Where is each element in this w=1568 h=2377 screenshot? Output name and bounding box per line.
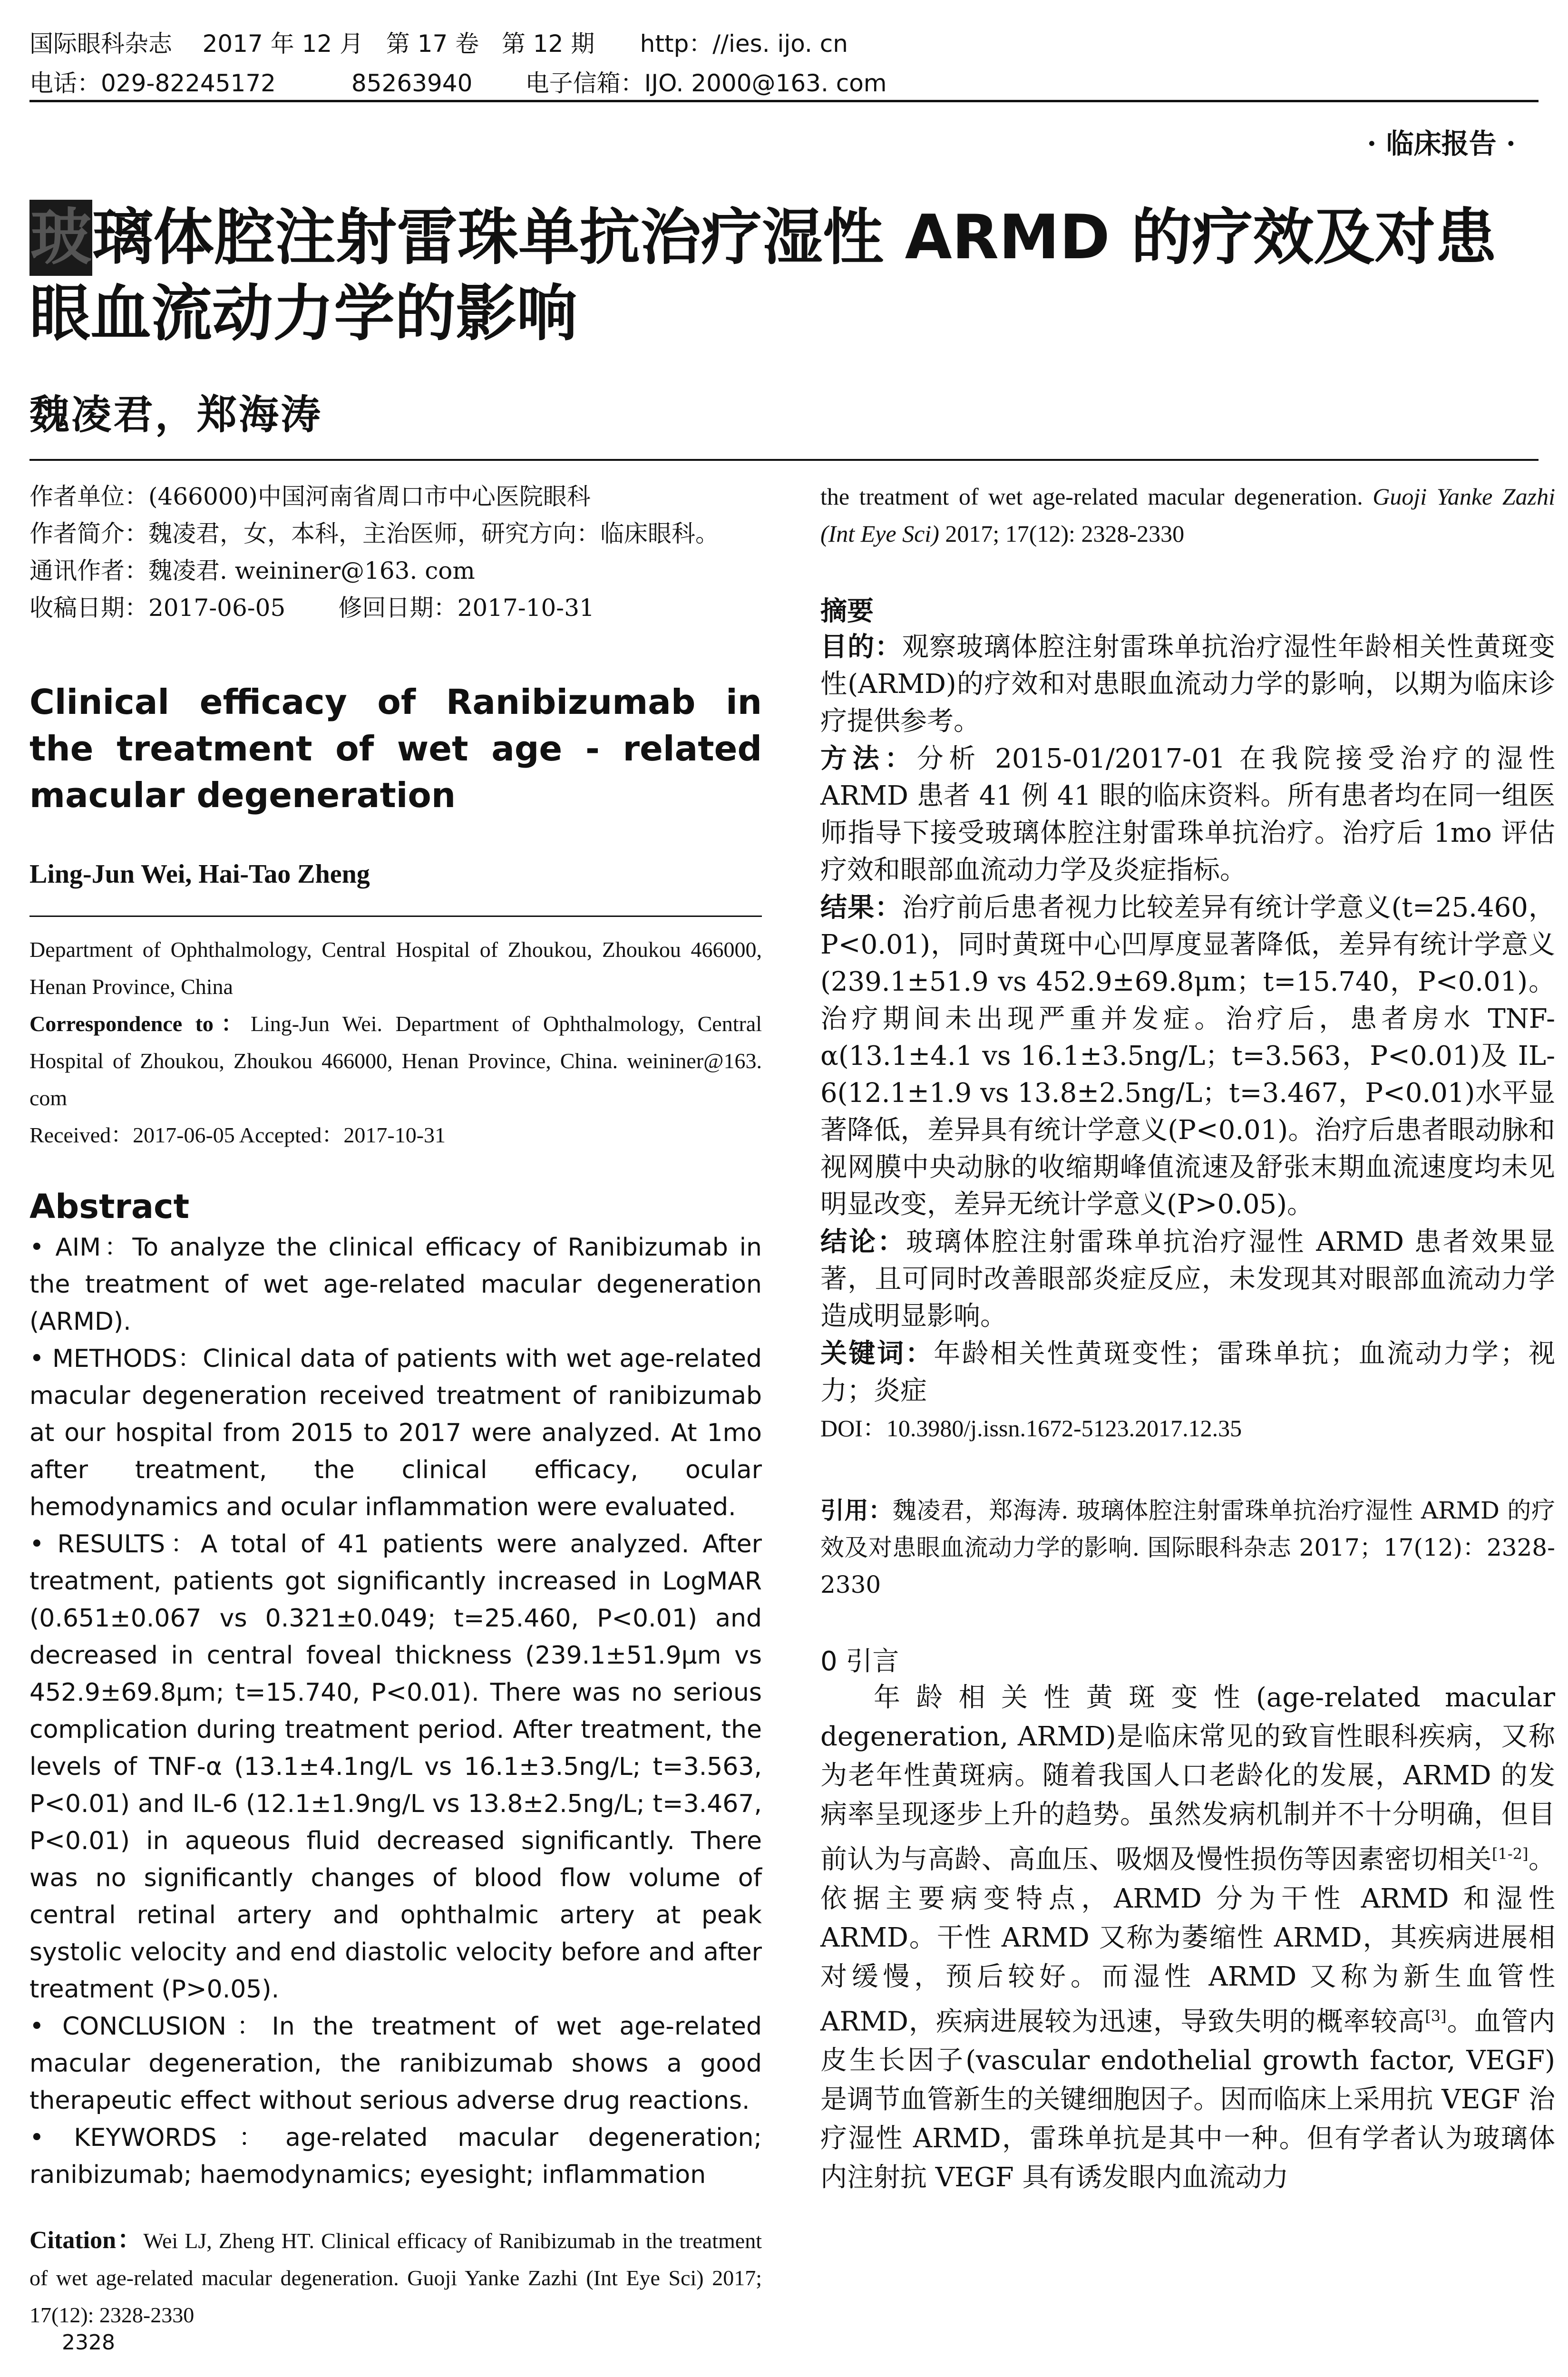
header-rule (29, 100, 1539, 102)
zh-results-text: 治疗前后患者视力比较差异有统计学意义(t=25.460，P<0.01)，同时黄斑中心凹厚度显著降低，差异有统计学意义(239.1±51.9 vs 452.9±69.8μm；t=15.740，P<0.01)。治疗期间未出现严重并发症。治疗后，患者房水 TNF-α(13.1±4.1 vs 16.1±3.5ng/L；t=3.563，P<0.01)及 IL-6(12.1±1.9 vs 13.8±2.5ng/L；t=3.467，P<0.01)水平显著降低，差异具有统计学意义(P<0.01)。治疗后患者眼动脉和视网膜中央动脉的收缩期峰值流速及舒张末期血流速度均未见明显改变，差异无统计学意义(P>0.05)。 (820, 892, 1555, 1220)
abstract-conclusion: • CONCLUSION：In the treatment of wet age-related macular degeneration, the ranibizumab shows a good therapeutic effect without serious adverse drug reactions. (29, 2012, 762, 2115)
right-column (820, 478, 1555, 2197)
zh-results-label: 结果： (820, 892, 902, 923)
title-rule (29, 459, 1539, 461)
left-column (29, 478, 762, 2334)
reference-3[interactable]: [3] (1425, 2007, 1447, 2025)
cn-citation-label: 引用： (820, 1496, 893, 1524)
zh-aim-label: 目的： (820, 631, 902, 662)
department: Department of Ophthalmology, Central Hospital of Zhoukou, Zhoukou 466000, Henan Province, China (29, 937, 762, 999)
abstract-keywords: • KEYWORDS：age-related macular degeneration; ranibizumab; haemodynamics; eyesight; inflammation (29, 2124, 762, 2189)
citation-label: Citation： (29, 2227, 144, 2254)
section-label: · 临床报告 · (1367, 127, 1516, 160)
cn-citation (820, 1492, 1555, 1603)
zh-results (820, 889, 1555, 1223)
intro-text-b: 。依据主要病变特点，ARMD 分为干性 ARMD 和湿性 ARMD。干性 ARMD 又称为萎缩性 ARMD，其疾病进展相对缓慢，预后较好。而湿性 ARMD 又称为新生血管性 ARMD，疾病进展较为迅速，导致失明的概率较高 (820, 1844, 1556, 2037)
zh-conclusion-label: 结论： (820, 1226, 906, 1257)
cn-affiliation: 作者单位：(466000)中国河南省周口市中心医院眼科 (29, 483, 591, 510)
intro-text-a: 年龄相关性黄斑变性(age-related macular degeneration, ARMD)是临床常见的致盲性眼科疾病，又称为老年性黄斑病。随着我国人口老龄化的发展，ARMD 的发病率呈现逐步上升的趋势。虽然发病机制并不十分明确，但目前认为与高龄、高血压、吸烟及慢性损伤等因素密切相关 (820, 1682, 1555, 1875)
cn-dates: 收稿日期：2017-06-05 修回日期：2017-10-31 (29, 594, 594, 622)
author-rule (29, 916, 762, 917)
zh-keywords (820, 1335, 1555, 1410)
zh-methods-label: 方法： (820, 743, 917, 774)
correspondence-label: Correspondence to： (29, 1012, 251, 1036)
zh-methods (820, 740, 1555, 889)
abstract-methods: • METHODS：Clinical data of patients with wet age-related macular degeneration received treatment of ranibizumab at our hospital from 2015 to 2017 were analyzed. At 1mo after treatment, the clinical efficacy, ocular hemodynamics and ocular inflammation were evaluated. (29, 1344, 762, 1521)
doi: DOI：10.3980/j.issn.1672-5123.2017.12.35 (820, 1415, 1242, 1442)
abstract-results: • RESULTS：A total of 41 patients were analyzed. After treatment, patients got significantly increased in LogMAR (0.651±0.067 vs 0.321±0.049; t=25.460, P<0.01) and decreased in central foveal thickness (239.1±51.9μm vs 452.9±69.8μm; t=15.740, P<0.01). There was no serious complication during treatment period. After treatment, the levels of TNF-α (13.1±4.1ng/L vs 16.1±3.5ng/L; t=3.563, P<0.01) and IL-6 (12.1±1.9ng/L vs 13.8±2.5ng/L; t=3.467, P<0.01) in aqueous fluid decreased significantly. There was no significantly changes of blood flow volume of central retinal artery and ophthalmic artery at peak systolic velocity and end diastolic velocity before and after treatment (P>0.05). (29, 1530, 762, 2004)
zh-keywords-text: 年龄相关性黄斑变性；雷珠单抗；血流动力学；视力；炎症 (820, 1338, 1556, 1406)
english-authors: Ling-Jun Wei, Hai-Tao Zheng (29, 859, 370, 889)
zh-aim-text: 观察玻璃体腔注射雷珠单抗治疗湿性年龄相关性黄斑变性(ARMD)的疗效和对患眼血流动力学的影响，以期为临床诊疗提供参考。 (820, 632, 1556, 737)
journal-header-line2: 电话：029-82245172 85263940 电子信箱：IJO. 2000@163. com (29, 69, 887, 97)
zh-keywords-label: 关键词： (820, 1338, 934, 1369)
page-number: 2328 (62, 2330, 115, 2355)
zh-aim (820, 628, 1555, 740)
abstract-heading: Abstract (29, 1187, 190, 1226)
article-title (29, 200, 1551, 352)
abstract-aim: • AIM：To analyze the clinical efficacy of Ranibizumab in the treatment of wet age-related macular degeneration (ARMD). (29, 1233, 762, 1336)
cn-author-bio: 作者简介：魏凌君，女，本科，主治医师，研究方向：临床眼科。 (29, 520, 719, 547)
title-first-char: 玻 (29, 200, 92, 276)
journal-header-line1: 国际眼科杂志 2017 年 12 月 第 17 卷 第 12 期 http：//ies. ijo. cn (29, 30, 848, 58)
zh-conclusion (820, 1223, 1555, 1335)
zh-abstract-heading: 摘要 (820, 595, 874, 627)
intro-heading: 0 引言 (820, 1646, 899, 1677)
received-accepted: Received：2017-06-05 Accepted：2017-10-31 (29, 1123, 446, 1147)
title-rest: 璃体腔注射雷珠单抗治疗湿性 ARMD 的疗效及对患眼血流动力学的影响 (29, 202, 1497, 349)
reference-1-2[interactable]: [1-2] (1492, 1845, 1529, 1863)
zh-conclusion-text: 玻璃体腔注射雷珠单抗治疗湿性 ARMD 患者效果显著，且可同时改善眼部炎症反应，未发现其对眼部血流动力学造成明显影响。 (820, 1227, 1555, 1332)
intro-paragraph (820, 1678, 1555, 2197)
correspondence (29, 1005, 762, 1117)
english-title: Clinical efficacy of Ranibizumab in the treatment of wet age - related macular degeneration (29, 682, 762, 815)
citation-continued: the treatment of wet age-related macular degeneration. Guoji Yanke Zazhi (Int Eye Sci) 2017; 17(12): 2328-2330 (820, 483, 1555, 547)
cn-correspondence: 通讯作者：魏凌君. weininer@163. com (29, 557, 475, 585)
cn-citation-text: 魏凌君，郑海涛. 玻璃体腔注射雷珠单抗治疗湿性 ARMD 的疗效及对患眼血流动力学的影响. 国际眼科杂志 2017；17(12)：2328-2330 (820, 1497, 1555, 1598)
citation-text: Wei LJ, Zheng HT. Clinical efficacy of Ranibizumab in the treatment of wet age-related macular degeneration. Guoji Yanke Zazhi (Int Eye Sci) 2017; 17(12): 2328-2330 (29, 2229, 762, 2327)
citation (29, 2222, 762, 2334)
intro-text-c: 。血管内皮生长因子(vascular endothelial growth factor, VEGF)是调节血管新生的关键细胞因子。因而临床上采用抗 VEGF 治疗湿性 ARMD，雷珠单抗是其中一种。但有学者认为玻璃体内注射抗 VEGF 具有诱发眼内血流动力 (820, 2006, 1556, 2193)
authors-cn: 魏凌君，郑海涛 (29, 391, 323, 438)
zh-methods-text: 分析 2015-01/2017-01 在我院接受治疗的湿性 ARMD 患者 41 例 41 眼的临床资料。所有患者均在同一组医师指导下接受玻璃体腔注射雷珠单抗治疗。治疗后 1mo 评估疗效和眼部血流动力学及炎症指标。 (820, 743, 1556, 886)
correspondence-text: Ling-Jun Wei. Department of Ophthalmology, Central Hospital of Zhoukou, Zhoukou 466000, Henan Province, China. weininer@163. com (29, 1012, 762, 1110)
